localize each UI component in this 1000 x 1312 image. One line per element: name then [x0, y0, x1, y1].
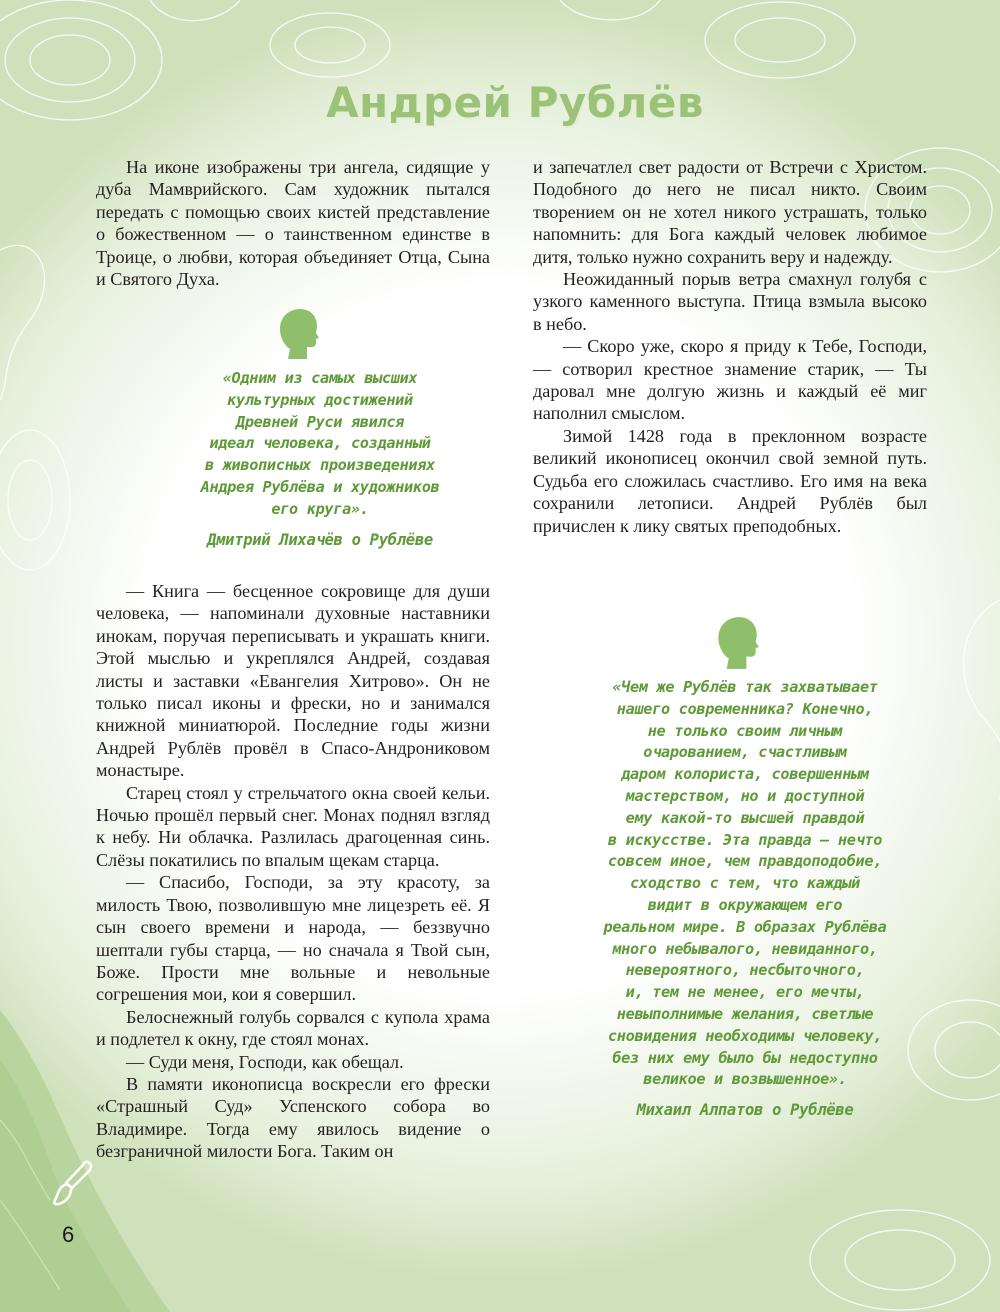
page-number: 6	[62, 1222, 75, 1247]
left-column-top	[96, 156, 490, 290]
quote-line: великое и возвышенное».	[643, 1070, 847, 1089]
paragraph: На иконе изображены три ангела, сидящие у дуба Мамврийского. Сам художник пытался передать с помощью своих кистей представление о божественном — о таинственном единстве в Троице, о любви, которая объединяет Отца, Сына и Святого Духа.	[96, 157, 490, 290]
quote-line: даром колориста, совершенным	[621, 765, 869, 784]
right-column	[533, 156, 927, 537]
paragraph: Зимой 1428 года в преклонном возрасте великий иконописец окончил свой земной путь. Судьба его сложилась счастливо. Его имя на века сохранили летописи. Андрей Рублёв был причислен к лику святых преподобных.	[533, 425, 927, 536]
quote-line: сновидения необходимы человеку,	[607, 1026, 883, 1045]
quote-author: Дмитрий Лихачёв о Рублёве	[207, 530, 433, 549]
quote-line: мастерством, но и доступной	[625, 786, 865, 805]
quote-line: видит в окружающем его	[647, 895, 843, 914]
quote-line: без них ему было бы недоступно	[612, 1048, 878, 1067]
quote-line: в искусстве. Эта правда — нечто	[607, 830, 883, 849]
quote-line: культурных достижений	[227, 390, 413, 409]
page-title: Андрей Рублёв	[326, 78, 704, 127]
quote-line: его круга».	[271, 499, 369, 518]
quote-line: в живописных произведениях	[205, 456, 435, 475]
paragraph: — Суди меня, Господи, как обещал.	[126, 1051, 404, 1072]
paragraph: и запечатлел свет радости от Встречи с Христом. Подобного до него не писал никто. Своим творением он не хотел никого устрашать, только напомнить: для Бога каждый человек любимое дитя, только нужно сохранить веру и надежду.	[533, 157, 927, 267]
quote-line: ему какой-то высшей правдой	[625, 808, 865, 827]
quote-line: невероятного, несбыточного,	[625, 961, 865, 980]
quote-author: Михаил Алпатов о Рублёве	[636, 1101, 854, 1120]
paragraph: — Спасибо, Господи, за эту красоту, за милость Твою, позволившую мне лицезреть её. Я сын своего времени и народа, — беззвучно шептали губы старца, — но сначала я Твой сын, Боже. Прости мне вольные и невольные согрешения мои, кои я совершил.	[96, 872, 490, 1005]
quote-line: идеал человека, созданный	[209, 434, 431, 453]
quote-block-likhachev	[150, 368, 490, 551]
paintbrush-icon	[50, 1158, 94, 1210]
quote-line: невыполнимые желания, светлые	[616, 1004, 874, 1023]
quote-block-alpatov	[565, 677, 925, 1122]
paragraph: Белоснежный голубь сорвался с купола храма и подлетел к окну, где стоял монах.	[96, 1006, 490, 1050]
head-silhouette-icon	[712, 615, 760, 671]
quote-line: «Одним из самых высших	[222, 369, 418, 387]
paragraph: Неожиданный порыв ветра смахнул голубя с узкого каменного выступа. Птица взмыла высоко в небо.	[533, 269, 927, 334]
quote-line: Андрея Рублёва и художников	[200, 477, 440, 496]
quote-line: совсем иное, чем правдоподобие,	[607, 852, 883, 871]
quote-line: нашего современника? Конечно,	[616, 699, 874, 718]
paragraph: Старец стоял у стрельчатого окна своей кельи. Ночью прошёл первый снег. Монах поднял взгляд к небу. Ни облачка. Разлилась драгоценная синь. Слёзы покатились по впалым щекам старца.	[96, 782, 490, 870]
left-column-bottom	[96, 580, 490, 1163]
quote-line: сходство с тем, что каждый	[630, 874, 860, 893]
quote-line: очарованием, счастливым	[643, 743, 847, 762]
paragraph: — Книга — бесценное сокровище для души человека, — напоминали духовные наставники инокам, поручая переписывать и украшать книги. Этой мыслью и укреплялся Андрей, создавая листы и заставки «Евангелия Хитрово». Он не только писал иконы и фрески, но и занимался книжной миниатюрой. Последние годы жизни Андрей Рублёв провёл в Спасо-Андрониковом монастыре.	[96, 581, 490, 781]
quote-line: «Чем же Рублёв так захватывает	[612, 678, 878, 696]
quote-line: и, тем не менее, его мечты,	[625, 983, 865, 1002]
paragraph: — Скоро уже, скоро я приду к Тебе, Господи, — сотворил крестное знамение старик, — Ты даровал мне долгую жизнь и каждый её миг наполнил смыслом.	[533, 336, 927, 424]
quote-line: много небывалого, невиданного,	[612, 939, 878, 958]
head-silhouette-icon	[274, 307, 320, 361]
quote-line: не только своим личным	[647, 721, 843, 740]
quote-line: Древней Руси явился	[235, 412, 405, 431]
quote-line: реальном мире. В образах Рублёва	[603, 917, 887, 936]
paragraph: В памяти иконописца воскресли его фрески «Страшный Суд» Успенского собора во Владимире. Тогда ему явилось видение о безграничной милости Бога. Таким он	[96, 1073, 490, 1162]
